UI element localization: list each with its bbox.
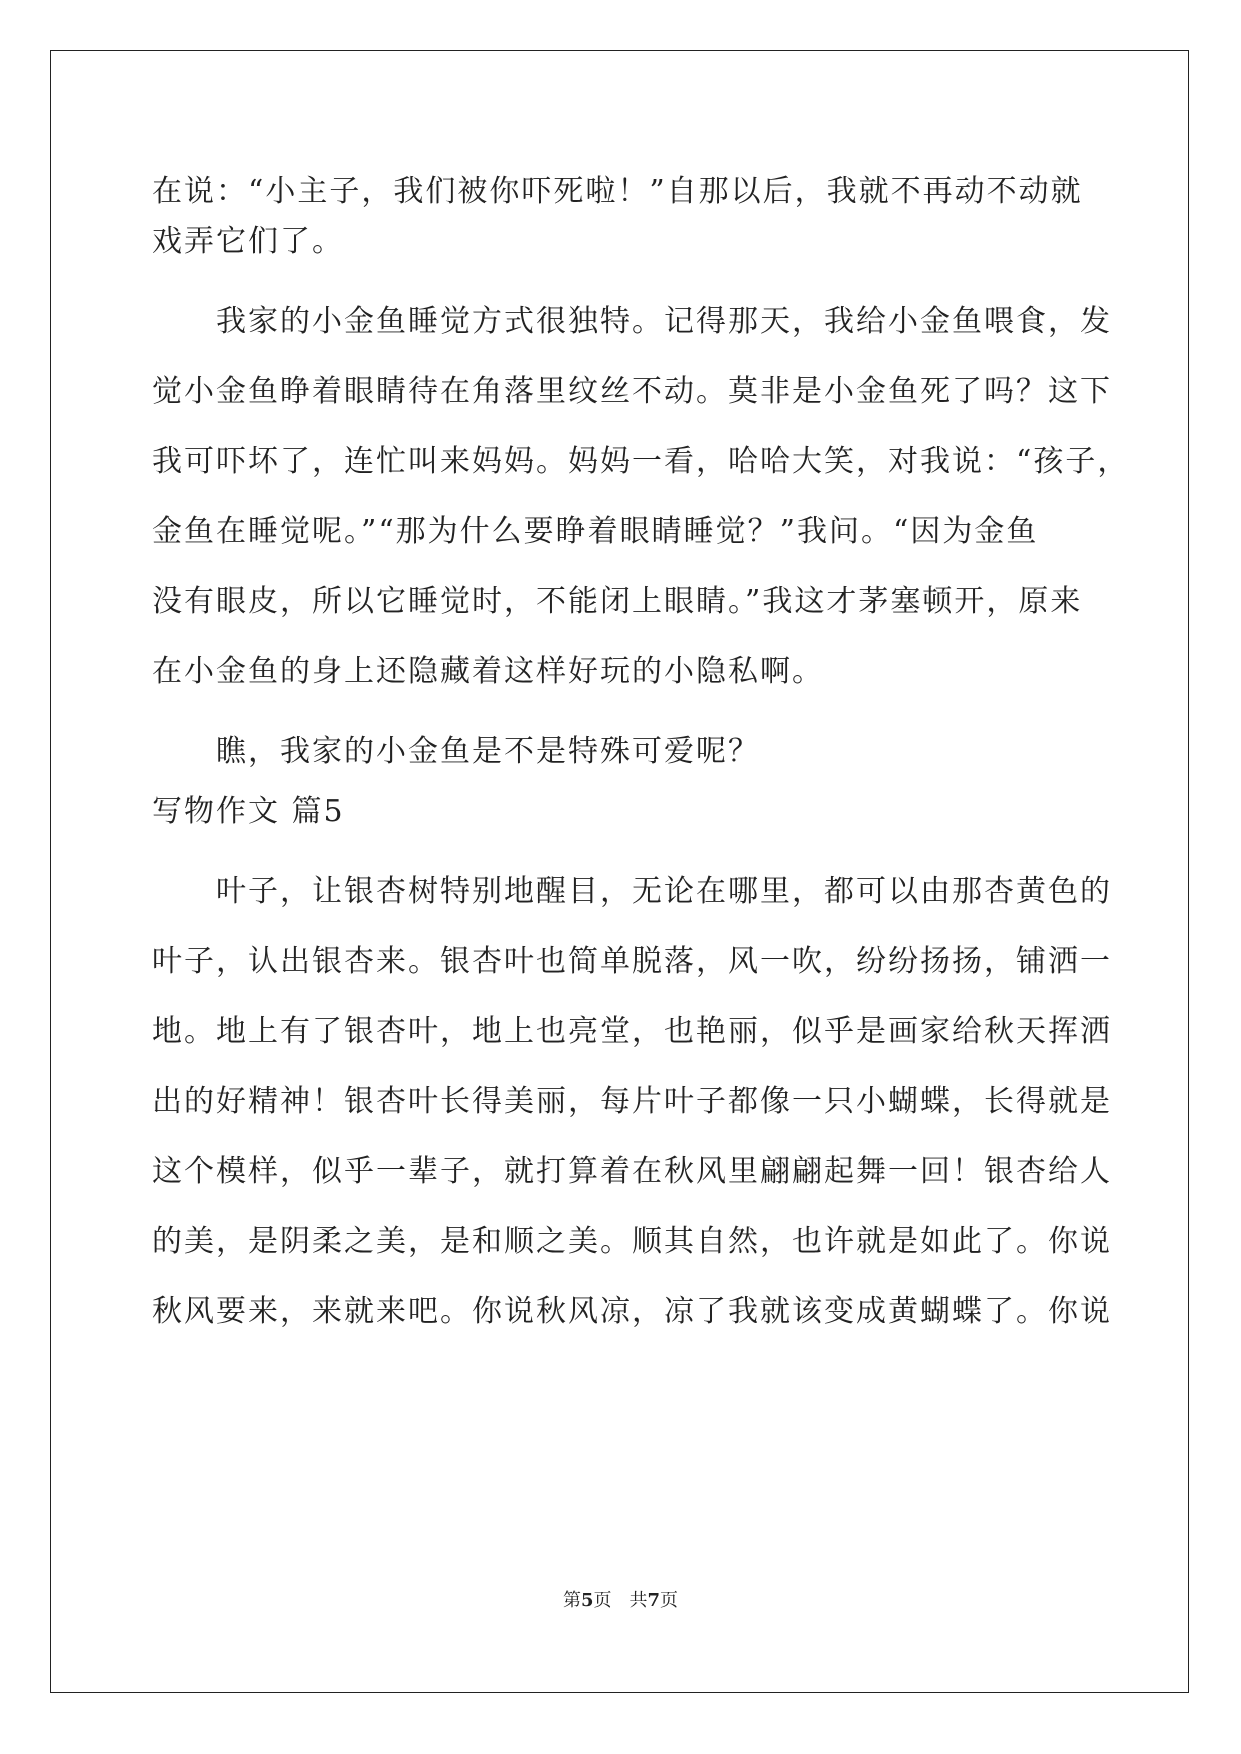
text-line-9: 瞧，我家的小金鱼是不是特殊可爱呢？ [216, 734, 760, 769]
footer-page-number: 5 [580, 1590, 594, 1611]
text-line-3: 我家的小金鱼睡觉方式很独特。记得那天，我给小金鱼喂食，发 [216, 304, 1112, 339]
text-line-17: 秋风要来，来就来吧。你说秋风凉，凉了我就该变成黄蝴蝶了。你说 [152, 1294, 1112, 1329]
page-footer [0, 1589, 1241, 1613]
text-line-7: 没有眼皮，所以它睡觉时，不能闭上眼睛。”我这才茅塞顿开，原来 [152, 584, 1083, 619]
text-line-15: 这个模样，似乎一辈子，就打算着在秋风里翩翩起舞一回！银杏给人 [152, 1154, 1112, 1189]
text-line-16: 的美，是阴柔之美，是和顺之美。顺其自然，也许就是如此了。你说 [152, 1224, 1112, 1259]
text-line-8: 在小金鱼的身上还隐藏着这样好玩的小隐私啊。 [152, 654, 824, 689]
text-line-12: 叶子，认出银杏来。银杏叶也简单脱落，风一吹，纷纷扬扬，铺洒一 [152, 944, 1112, 979]
section-heading: 写物作文 篇5 [152, 794, 345, 829]
text-line-13: 地。地上有了银杏叶，地上也亮堂，也艳丽，似乎是画家给秋天挥洒 [152, 1014, 1112, 1049]
text-line-1: 在说：“小主子，我们被你吓死啦！”自那以后，我就不再动不动就 [152, 174, 1083, 209]
text-line-14: 出的好精神！银杏叶长得美丽，每片叶子都像一只小蝴蝶，长得就是 [152, 1084, 1112, 1119]
text-line-4: 觉小金鱼睁着眼睛待在角落里纹丝不动。莫非是小金鱼死了吗？这下 [152, 374, 1112, 409]
footer-prefix: 第 [562, 1590, 581, 1611]
footer-suffix: 页 [660, 1590, 679, 1611]
text-line-2: 戏弄它们了。 [152, 224, 344, 259]
text-line-11: 叶子，让银杏树特别地醒目，无论在哪里，都可以由那杏黄色的 [216, 874, 1112, 909]
text-line-6: 金鱼在睡觉呢。”“那为什么要睁着眼睛睡觉？”我问。“因为金鱼 [152, 514, 1039, 549]
text-line-5: 我可吓坏了，连忙叫来妈妈。妈妈一看，哈哈大笑，对我说：“孩子， [152, 444, 1130, 479]
footer-middle: 页 共 [593, 1590, 648, 1611]
footer-total-pages: 7 [647, 1590, 661, 1611]
